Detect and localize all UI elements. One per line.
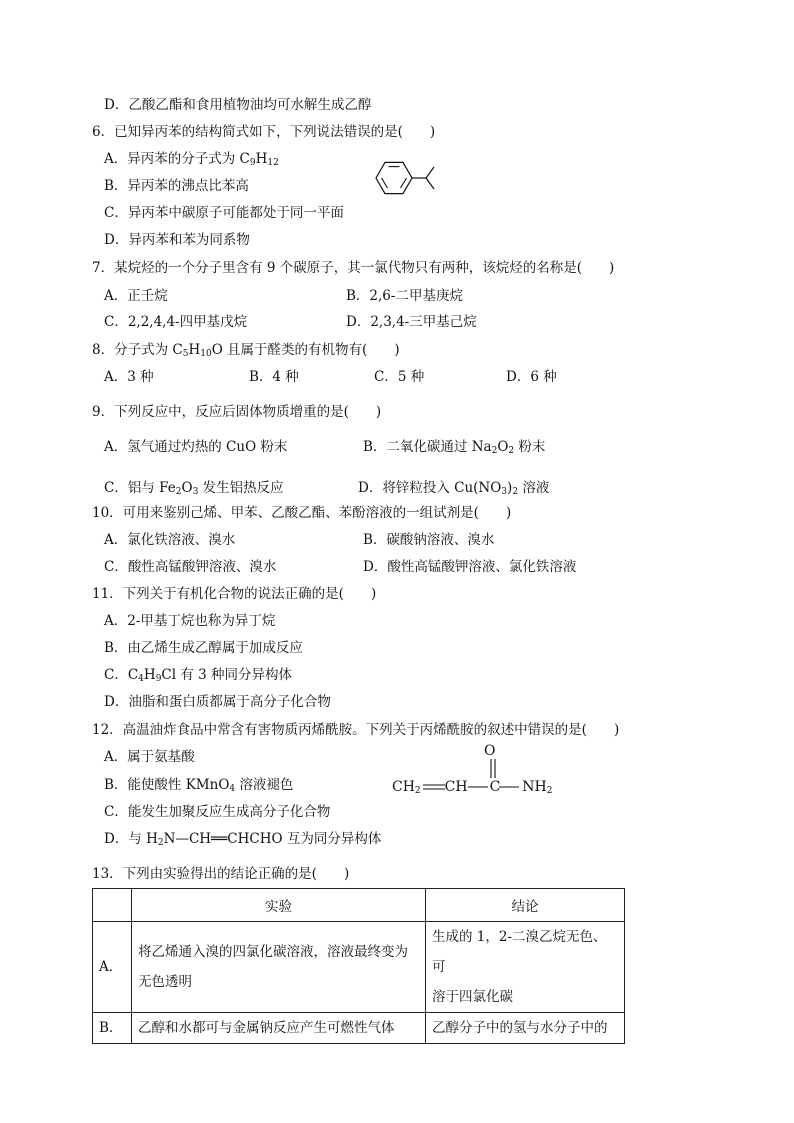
row-experiment: 乙醇和水都可与金属钠反应产生可燃性气体 xyxy=(132,1013,426,1044)
q9-option-d: D．将锌粒投入 $Cu(NO_3)_2$ 溶液 xyxy=(358,480,550,497)
q10-stem: 10．可用来鉴别己烯、甲苯、乙酸乙酯、苯酚溶液的一组试剂是( ) xyxy=(92,505,512,521)
row-label: A． xyxy=(93,922,132,1013)
q12-option-b: B．能使酸性 KMnO$_4$ 溶液褪色 xyxy=(104,777,294,794)
header-cell-experiment: 实验 xyxy=(132,889,426,922)
acrylamide-chain: $CH_2$ CH C $NH_2$ xyxy=(392,779,553,796)
q7-option-b: B．2,6-二甲基庚烷 xyxy=(346,288,463,304)
isopropylbenzene-structure xyxy=(368,156,448,200)
q6-option-b: B．异丙苯的沸点比苯高 xyxy=(104,178,249,194)
q8-option-c: C．5 种 xyxy=(374,369,425,385)
q11-option-c: C．$C_4H_9Cl$ 有 3 种同分异构体 xyxy=(104,667,293,684)
acrylamide-bonds xyxy=(392,778,552,798)
q12-option-d: D．与 $H_2N—CH══CHCHO$ 互为同分异构体 xyxy=(104,831,382,848)
q8-option-d: D．6 种 xyxy=(506,369,557,385)
q6-stem: 6．已知异丙苯的结构简式如下，下列说法错误的是( ) xyxy=(92,124,436,140)
q9-option-c: C．铝与 $Fe_2O_3$ 发生铝热反应 xyxy=(104,480,284,497)
q10-option-a: A．氯化铁溶液、溴水 xyxy=(104,532,236,548)
q7-option-d: D．2,3,4-三甲基己烷 xyxy=(346,314,477,330)
q8-option-a: A．3 种 xyxy=(104,369,154,385)
q11-option-b: B．由乙烯生成乙醇属于加成反应 xyxy=(104,640,303,656)
q7-option-a: A．正壬烷 xyxy=(104,288,168,304)
row-conclusion: 生成的 1，2-二溴乙烷无色、可 溶于四氯化碳 xyxy=(426,922,625,1013)
q10-option-b: B．碳酸钠溶液、溴水 xyxy=(363,532,495,548)
q10-option-c: C．酸性高锰酸钾溶液、溴水 xyxy=(104,559,277,575)
q7-option-c: C．2,2,4,4-四甲基戊烷 xyxy=(104,314,248,330)
q6-option-d: D．异丙苯和苯为同系物 xyxy=(104,232,250,248)
q6-option-c: C．异丙苯中碳原子可能都处于同一平面 xyxy=(104,205,344,221)
q11-option-d: D．油脂和蛋白质都属于高分子化合物 xyxy=(104,694,331,710)
table-header-row xyxy=(93,889,625,922)
row-experiment: 将乙烯通入溴的四氯化碳溶液，溶液最终变为 无色透明 xyxy=(132,922,426,1013)
q10-option-d: D．酸性高锰酸钾溶液、氯化铁溶液 xyxy=(363,559,577,575)
q5-option-d: D．乙酸乙酯和食用植物油均可水解生成乙醇 xyxy=(104,97,372,113)
q12-option-a: A．属于氨基酸 xyxy=(104,749,195,765)
q9-option-b: B．二氧化碳通过 $Na_2O_2$ 粉末 xyxy=(363,439,546,456)
q13-stem: 13．下列由实验得出的结论正确的是( ) xyxy=(92,866,350,882)
carbonyl-double-bond xyxy=(488,758,498,780)
header-cell-conclusion: 结论 xyxy=(426,889,625,922)
q11-stem: 11．下列关于有机化合物的说法正确的是( ) xyxy=(92,586,377,602)
q8-option-b: B．4 种 xyxy=(249,369,299,385)
q6-option-a: A．异丙苯的分子式为 $C_9H_{12}$ xyxy=(104,151,279,168)
q12-option-c: C．能发生加聚反应生成高分子化合物 xyxy=(104,804,331,820)
q9-stem: 9．下列反应中，反应后固体物质增重的是( ) xyxy=(92,404,382,420)
q9-option-a: A．氢气通过灼热的 CuO 粉末 xyxy=(104,439,288,455)
table-row xyxy=(93,1013,625,1044)
q12-stem: 12．高温油炸食品中常含有害物质丙烯酰胺。下列关于丙烯酰胺的叙述中错误的是( ) xyxy=(92,722,620,738)
carbonyl-oxygen: O xyxy=(484,743,496,759)
q11-option-a: A．2-甲基丁烷也称为异丁烷 xyxy=(104,613,276,629)
experiment-table xyxy=(92,888,625,1044)
table-row xyxy=(93,922,625,1013)
q8-stem: 8．分子式为 $C_5H_{10}O$ 且属于醛类的有机物有( ) xyxy=(92,342,400,359)
q7-stem: 7．某烷烃的一个分子里含有 9 个碳原子，其一氯代物只有两种，该烷烃的名称是( ) xyxy=(92,260,615,276)
row-conclusion: 乙醇分子中的氢与水分子中的 xyxy=(426,1013,625,1044)
header-cell-label xyxy=(93,889,132,922)
row-label: B． xyxy=(93,1013,132,1044)
